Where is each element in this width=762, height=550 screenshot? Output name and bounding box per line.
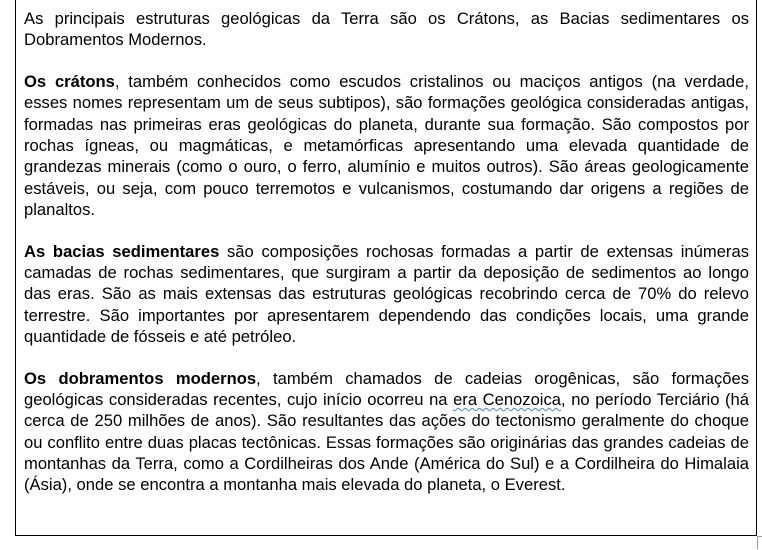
intro-text: As principais estruturas geológicas da Terra são os Crátons, as Bacias sedimentares os Dobramentos Modernos.	[24, 9, 749, 50]
bacias-term: As bacias sedimentares	[24, 241, 220, 261]
intro-paragraph[interactable]	[24, 8, 749, 51]
dobramentos-text-after: , no período Terciário (há cerca de 250 milhões de anos). São resultantes das ações do tectonismo geralmente do choque ou conflito entre duas placas tectônicas. Essas formações são originárias das grandes cadeias de montanhas da Terra, como a Cordilheiras dos Ande (América do Sul) e a Cordilheira do Himalaia (Ásia), onde se encontra a montanha mais elevada do planeta, o Everest.	[24, 389, 749, 495]
dobramentos-paragraph[interactable]	[24, 368, 749, 496]
dobramentos-text-before: , também chamados de cadeias orogênicas, são formações geológicas consideradas recentes, cujo início ocorreu na	[24, 368, 749, 409]
cratons-paragraph[interactable]	[24, 71, 749, 220]
bacias-text: são composições rochosas formadas a partir de extensas inúmeras camadas de rochas sedimentares, que surgiram a partir da deposição de sedimentos ao longo das eras. São as mais extensas das estruturas geológicas recobrindo cerca de 70% do relevo terrestre. São importantes por apresentarem dependendo das condições locais, uma grande quantidade de fósseis e até petróleo.	[24, 241, 749, 346]
dobramentos-term: Os dobramentos modernos	[24, 368, 257, 388]
spellcheck-flagged-phrase[interactable]: era Cenozoica	[453, 389, 562, 409]
cratons-term: Os crátons	[24, 72, 115, 92]
document-body[interactable]	[24, 8, 749, 516]
bacias-paragraph[interactable]	[24, 241, 749, 347]
cratons-text: , também conhecidos como escudos cristalinos ou maciços antigos (na verdade, esses nomes representam um de seus subtipos), são formações geológica consideradas antigas, formadas nas primeiras eras geológicas do planeta, durante sua formação. São compostos por rochas ígneas, ou magmáticas, e metamórficas apresentando uma elevada quantidade de grandezas minerais (como o ouro, o ferro, alumínio e muitos outros). São áreas geologicamente estáveis, ou seja, com pouco terremotos e vulcanismos, costumando dar origens a regiões de planaltos.	[24, 72, 749, 219]
page-corner-marker	[757, 536, 762, 549]
